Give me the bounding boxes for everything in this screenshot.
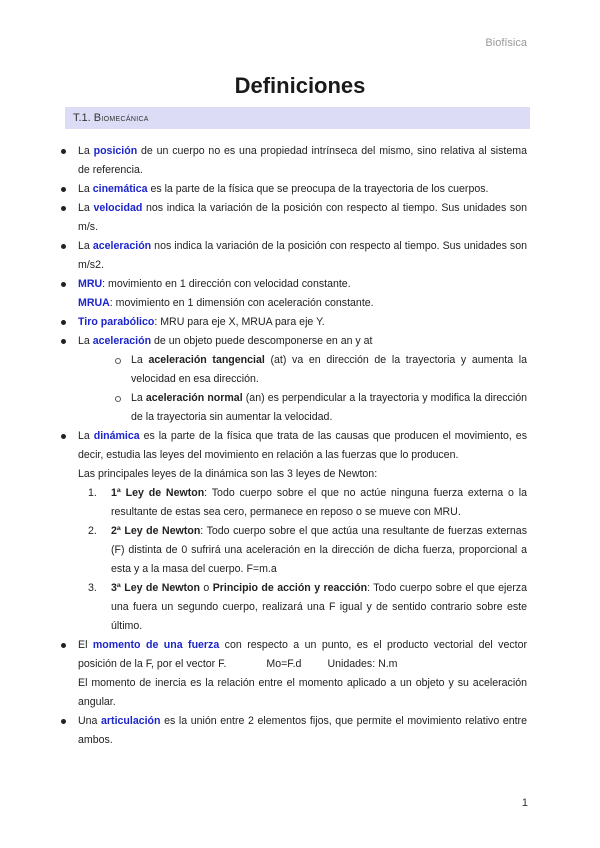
term-mrua: MRUA <box>78 297 110 309</box>
newton-laws-list <box>78 484 527 636</box>
law-1: 1. 1ª Ley de Newton: Todo cuerpo sobre el que no actúe ninguna fuerza externa o la resultante de estas sea cero, permanece en reposo o se mueve con MRU. <box>88 487 527 518</box>
term-tiro-parabolico: Tiro parabólico <box>78 316 155 328</box>
list-item-cinematica: La cinemática es la parte de la física que se preocupa de la trayectoria de los cuerpos. <box>55 180 527 199</box>
page-title: Definiciones <box>234 73 366 98</box>
law-3: 3. 3ª Ley de Newton o Principio de acción y reacción: Todo cuerpo sobre el que ejerza una fuera un segundo cuerpo, realizará una F igual y de sentido contrario sobre este último. <box>88 582 527 632</box>
definitions-body <box>55 142 527 750</box>
sub-item-normal: La aceleración normal (an) es perpendicular a la trayectoria y modifica la dirección de la trayectoria sin aumentar la velocidad. <box>112 389 527 427</box>
list-item-posicion: La posición de un cuerpo no es una propiedad intrínseca del mismo, sino relativa al sistema de referencia. <box>55 142 527 180</box>
section-heading <box>65 107 530 129</box>
sub-item-tangencial: La aceleración tangencial (at) va en dirección de la trayectoria y aumenta la velocidad en esa dirección. <box>112 351 527 389</box>
list-item-dinamica: La dinámica es la parte de la física que trata de las causas que producen el movimiento, es decir, estudia las leyes del movimiento en relación a las fuerzas que lo producen. Las principales leyes de la dinámica son las 3 leyes de Newton: 1. 1ª Ley de Newton: Todo cuerpo sobre el que no actúe ninguna fuerza externa o la resultante de estas sea cero, permanece en reposo o se mueve con MRU. 2. 2ª Ley de Newton: Todo cuerpo sobre el que actúa una resultante de fuerzas externas (F) distinta de 0 sufrirá una aceleración en la dirección de dicha fuerza, proporcional a esta y a la masa del cuerpo. F=m.a 3. 3ª Ley de Newton o Principio de acción y reacción: Todo cuerpo sobre el que ejerza una fuera un segundo cuerpo, realizará una F igual y de sentido contrario sobre este último. <box>55 427 527 636</box>
law-2: 2. 2ª Ley de Newton: Todo cuerpo sobre el que actúa una resultante de fuerzas externas (F) distinta de 0 sufrirá una aceleración en la dirección de dicha fuerza, proporcional a esta y a la masa del cuerpo. F=m.a <box>88 525 527 575</box>
list-item-velocidad: La velocidad nos indica la variación de la posición con respecto al tiempo. Sus unidades son m/s. <box>55 199 527 237</box>
section-number: T.1. <box>73 112 91 124</box>
list-item-articulacion: Una articulación es la unión entre 2 elementos fijos, que permite el movimiento relativo entre ambos. <box>55 712 527 750</box>
newton-intro: Las principales leyes de la dinámica son las 3 leyes de Newton: <box>78 468 378 480</box>
list-item-tiro-parabolico: Tiro parabólico: MRU para eje X, MRUA para eje Y. <box>55 313 527 332</box>
term-velocidad: velocidad <box>93 202 143 214</box>
list-item-momento: El momento de una fuerza con respecto a un punto, es el producto vectorial del vector posición de la F, por el vector F. Mo=F.d Unidades: N.m El momento de inercia es la relación entre el momento aplicado a un objeto y su aceleración angular. <box>55 636 527 712</box>
momento-inercia: El momento de inercia es la relación entre el momento aplicado a un objeto y su aceleración angular. <box>78 677 527 708</box>
definitions-list <box>55 142 527 750</box>
list-item-mru: MRU: movimiento en 1 dirección con velocidad constante. MRUA: movimiento en 1 dimensión con aceleración constante. <box>55 275 527 313</box>
units-momento: Unidades: N.m <box>327 658 398 670</box>
term-articulacion: articulación <box>101 715 161 727</box>
section-label: BIOMECÁNICA <box>93 112 149 124</box>
term-momento: momento de una fuerza <box>92 639 220 651</box>
acceleration-components-list <box>78 351 527 427</box>
term-aceleracion: aceleración <box>92 240 152 252</box>
term-posicion: posición <box>93 145 138 157</box>
term-mru: MRU <box>78 278 103 290</box>
list-item-descomposicion: La aceleración de un objeto puede descomponerse en an y at La aceleración tangencial (at) va en dirección de la trayectoria y aumenta la velocidad en esa dirección. La aceleración normal (an) es perpendicular a la trayectoria y modifica la dirección de la trayectoria sin aumentar la velocidad. <box>55 332 527 427</box>
page-number: 1 <box>521 797 528 809</box>
list-item-aceleracion: La aceleración nos indica la variación de la posición con respecto al tiempo. Sus unidades son m/s2. <box>55 237 527 275</box>
formula-momento: Mo=F.d <box>266 658 302 670</box>
term-aceleracion-2: aceleración <box>92 335 152 347</box>
running-header: Biofísica <box>485 37 527 49</box>
term-dinamica: dinámica <box>93 430 140 442</box>
term-cinematica: cinemática <box>92 183 148 195</box>
